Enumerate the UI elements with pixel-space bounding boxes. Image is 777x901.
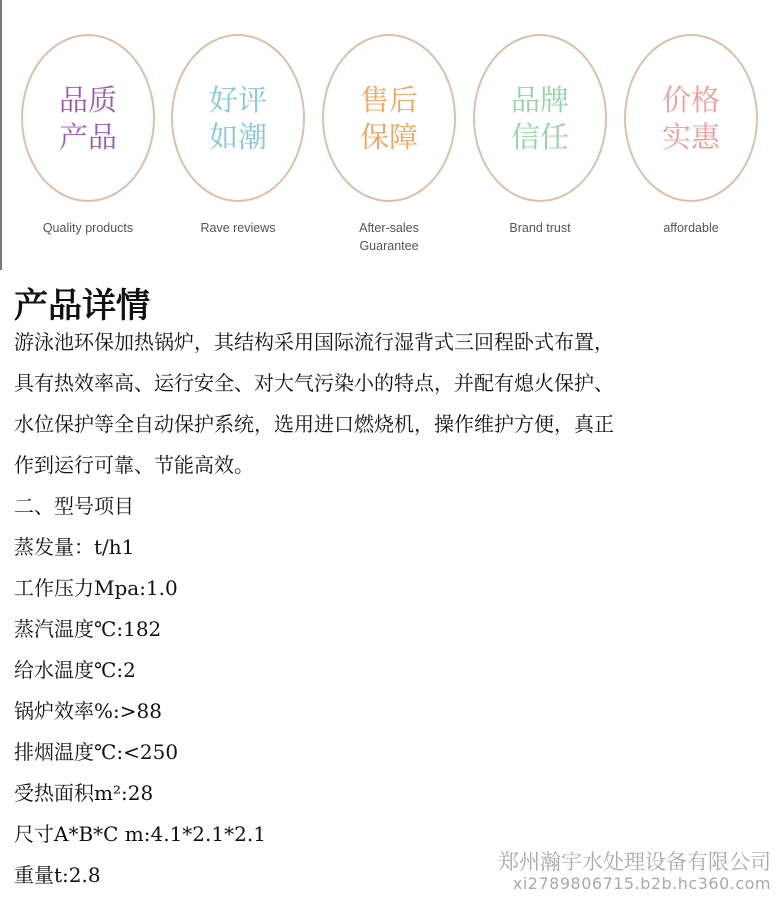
spec-feedwater-temperature: 给水温度℃:2 [14,658,136,682]
badge-quality-products [21,34,155,202]
badge-brand-trust [473,34,607,202]
spec-weight: 重量t:2.8 [14,863,101,887]
badge-after-sales-guarantee-line-1: 售后 [359,82,418,117]
badge-affordable-caption: affordable [663,221,719,235]
badge-after-sales-guarantee-line-2: 保障 [359,119,418,154]
specs-heading: 二、型号项目 [14,494,134,518]
spec-steam-temperature: 蒸汽温度℃:182 [14,617,162,641]
badge-brand-trust-line-2: 信任 [510,119,569,154]
intro-line: 游泳池环保加热锅炉，其结构采用国际流行湿背式三回程卧式布置， [14,330,614,354]
feature-badges [0,0,777,270]
intro-line: 具有热效率高、运行安全、对大气污染小的特点，并配有熄火保护、 [14,371,614,395]
watermark-url: xi2789806715.b2b.hc360.com [512,874,771,893]
badge-rave-reviews-line-2: 如潮 [208,119,267,154]
badge-rave-reviews [171,34,305,202]
badge-affordable-line-1: 价格 [661,82,720,117]
spec-dimensions: 尺寸A*B*C m:4.1*2.1*2.1 [14,822,266,846]
badge-rave-reviews-caption: Rave reviews [200,221,276,235]
product-description [14,322,754,896]
spec-evaporation: 蒸发量：t/h1 [14,535,135,559]
badge-quality-products-line-1: 品质 [58,82,117,117]
intro-line: 作到运行可靠、节能高效。 [14,453,254,477]
badge-quality-products-line-2: 产品 [58,119,117,154]
badge-after-sales-guarantee [322,34,456,202]
spec-exhaust-temperature: 排烟温度℃:<250 [14,740,179,764]
badge-after-sales-guarantee-caption: After-sales Guarantee [359,221,419,253]
badge-quality-products-caption: Quality products [42,221,134,235]
badge-rave-reviews-line-1: 好评 [208,82,267,117]
badge-brand-trust-caption: Brand trust [509,221,571,235]
badge-affordable-line-2: 实惠 [661,119,720,154]
spec-boiler-efficiency: 锅炉效率%:>88 [14,699,162,723]
watermark-company-name: 郑州瀚宇水处理设备有限公司 [498,850,771,874]
spec-heating-area: 受热面积m²:28 [14,781,154,805]
intro-line: 水位保护等全自动保护系统，选用进口燃烧机，操作维护方便，真正 [14,412,614,436]
badge-affordable [624,34,758,202]
spec-working-pressure: 工作压力Mpa:1.0 [14,576,178,600]
badge-brand-trust-line-1: 品牌 [510,82,569,117]
product-details-title: 产品详情 [14,285,150,326]
